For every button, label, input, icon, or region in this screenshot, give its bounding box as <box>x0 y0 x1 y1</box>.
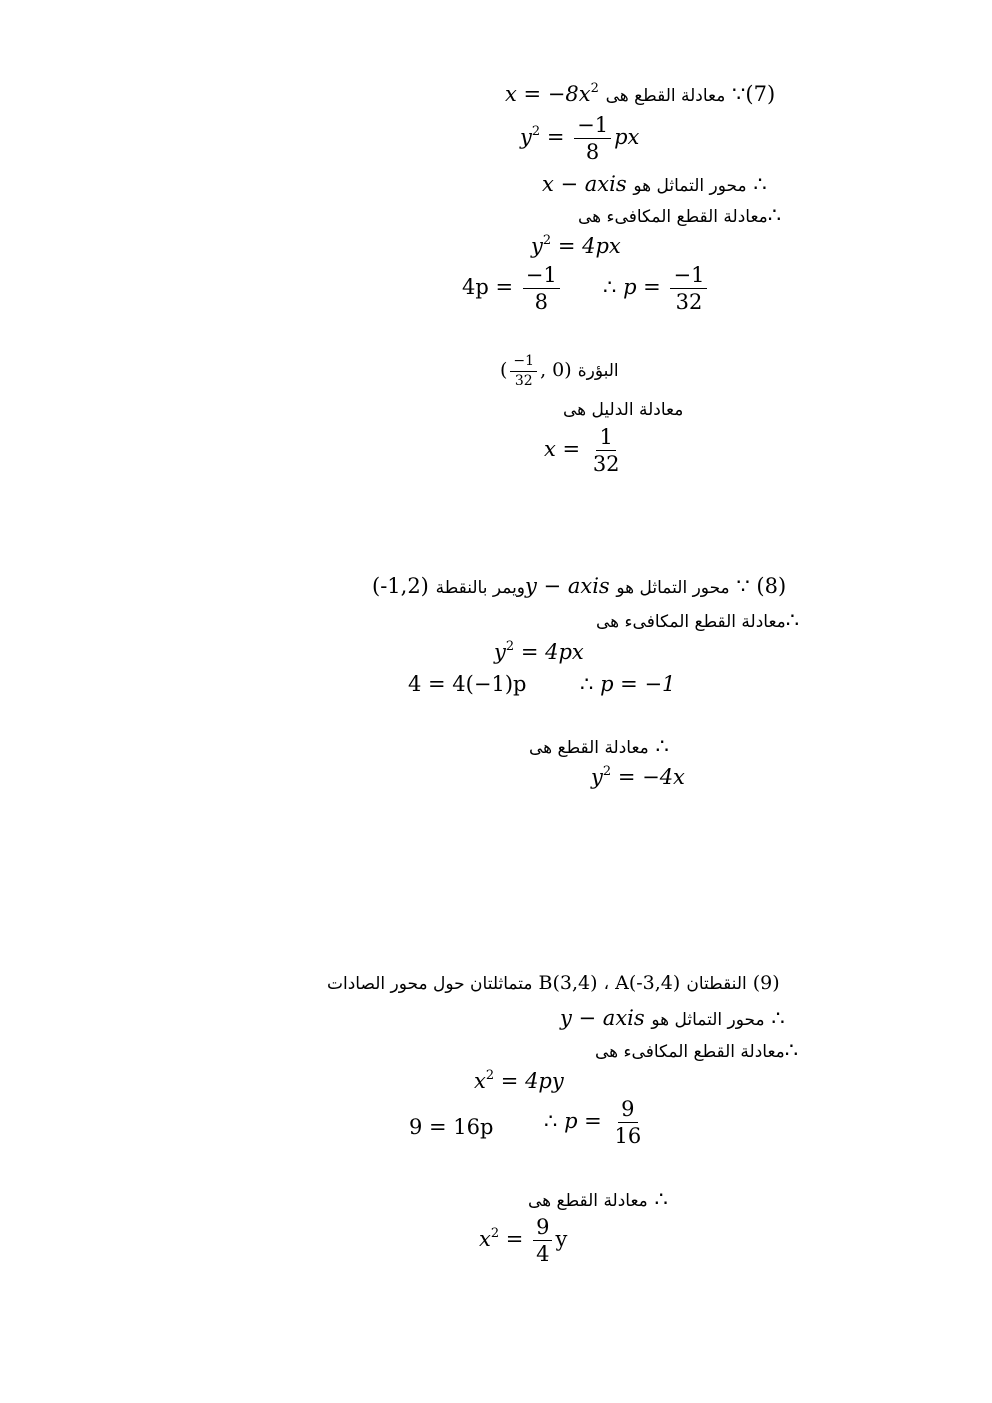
therefore-symbol: ∴ <box>654 1187 668 1211</box>
q8-point: (-1,2) <box>372 574 429 598</box>
therefore-symbol: ∴ <box>753 172 767 196</box>
q7-directrix-fraction <box>590 426 623 475</box>
q9-line-given <box>327 974 780 993</box>
q9-axis-label: محور التماثل هو <box>651 1010 765 1030</box>
q7-focus-fraction <box>510 354 537 388</box>
q7-px: px <box>614 125 640 150</box>
q7-4p-fraction <box>523 264 560 313</box>
q9-line-axis <box>560 1008 785 1029</box>
q8-std-rhs: = 4px <box>514 640 584 664</box>
q9-standard-label: معادلة القطع المكافىء هى <box>595 1042 785 1062</box>
exponent: 2 <box>590 81 599 96</box>
fraction-numerator: 9 <box>618 1098 637 1123</box>
q9-result-equals: = <box>499 1227 524 1252</box>
q8-line-given <box>372 576 786 597</box>
q7-std-rhs: = 4px <box>551 234 621 258</box>
q7-p-lhs: p = <box>623 275 661 300</box>
q7-number: (7) <box>745 82 776 106</box>
q7-line-directrix-label <box>563 398 683 419</box>
q7-standard-label: معادلة القطع المكافىء هى <box>578 207 768 227</box>
q7-line-focus <box>500 354 619 388</box>
fraction-denominator: 32 <box>514 372 533 389</box>
fraction-denominator: 8 <box>585 140 600 165</box>
fraction-numerator: 1 <box>596 426 615 451</box>
q7-fraction <box>574 114 611 163</box>
exponent: 2 <box>531 124 541 140</box>
q9-line-result-label <box>528 1189 668 1210</box>
q9-p-fraction <box>611 1098 644 1147</box>
q7-line-standard-given <box>520 114 639 163</box>
q9-line-sub <box>409 1117 493 1138</box>
q9-line-p <box>544 1098 647 1147</box>
q8-line-standard-eq <box>494 639 584 664</box>
q8-line-result-eq <box>591 764 685 789</box>
q8-line-sub <box>408 674 526 695</box>
q7-line-given <box>505 81 776 106</box>
q7-std-lhs: y <box>531 234 543 258</box>
exponent: 2 <box>542 233 552 248</box>
q8-result-lhs: y <box>591 765 603 789</box>
therefore-symbol: ∴ <box>771 1006 785 1030</box>
q7-axis-value: x − axis <box>542 172 627 196</box>
q9-number: (9) <box>752 972 780 994</box>
because-symbol: ∵ <box>736 574 750 598</box>
q7-focus-label: البؤرة <box>577 361 619 382</box>
q8-line-standard-label <box>596 610 799 631</box>
fraction-denominator: 4 <box>536 1242 550 1267</box>
q8-axis-value: y − axis <box>525 574 610 598</box>
q9-result-fraction <box>533 1216 552 1265</box>
q7-line-directrix-eq <box>544 426 626 475</box>
q9-line-standard-label <box>595 1040 798 1061</box>
q8-axis-label: محور التماثل هو <box>616 578 730 598</box>
q9-line-standard-eq <box>474 1068 564 1093</box>
q9-result-lhs: x <box>479 1227 491 1252</box>
q7-equals: = <box>540 125 565 150</box>
therefore-symbol: ∴ <box>784 1038 799 1062</box>
fraction-denominator: 32 <box>675 290 703 315</box>
q9-point-a: A(-3,4) <box>615 972 681 994</box>
q7-p-fraction <box>670 264 707 313</box>
q7-line-standard-label <box>578 205 781 226</box>
q8-line-p <box>580 674 675 695</box>
therefore-symbol: ∴ <box>603 275 617 300</box>
q9-sub-eq: 9 = 16p <box>409 1115 494 1139</box>
fraction-numerator: −1 <box>670 264 707 289</box>
q9-p-lhs: p = <box>564 1109 602 1134</box>
fraction-denominator: 8 <box>534 290 548 315</box>
q7-line-axis <box>542 174 767 195</box>
q8-line-result-label <box>529 736 669 757</box>
because-symbol: ∵ <box>732 82 746 106</box>
fraction-numerator: −1 <box>523 264 560 289</box>
exponent: 2 <box>485 1068 495 1083</box>
fraction-numerator: −1 <box>574 114 611 139</box>
q7-equation-rhs: x = −8x <box>505 82 591 106</box>
q8-result-label: معادلة القطع هى <box>529 738 649 758</box>
q9-std-rhs: = 4py <box>494 1069 564 1093</box>
q9-line-result-eq <box>479 1216 567 1265</box>
q8-sub-eq: 4 = 4(−1)p <box>408 672 527 696</box>
q9-point-b: B(3,4) <box>538 972 598 994</box>
fraction-numerator: −1 <box>510 354 537 372</box>
therefore-symbol: ∴ <box>580 672 594 696</box>
fraction-numerator: 9 <box>533 1216 552 1241</box>
q7-y: y <box>520 125 532 150</box>
q7-directrix-lhs: x = <box>544 437 581 462</box>
q9-points-label: النقطتان <box>686 974 747 994</box>
q8-std-lhs: y <box>494 640 506 664</box>
q7-axis-label: محور التماثل هو <box>633 176 747 196</box>
therefore-symbol: ∴ <box>655 734 669 758</box>
fraction-denominator: 16 <box>614 1124 642 1149</box>
q8-p-eq: p = −1 <box>600 672 676 696</box>
q7-directrix-label: معادلة الدليل هى <box>563 400 684 420</box>
therefore-symbol: ∴ <box>544 1109 558 1134</box>
q7-line-4p <box>462 264 563 313</box>
q9-std-lhs: x <box>474 1069 486 1093</box>
q9-result-y: y <box>555 1227 568 1252</box>
exponent: 2 <box>490 1226 500 1242</box>
q9-axis-value: y − axis <box>560 1006 645 1030</box>
q8-standard-label: معادلة القطع المكافىء هى <box>596 612 786 632</box>
q8-number: (8) <box>756 574 787 598</box>
q9-symmetry-label: متماثلتان حول محور الصادات <box>327 974 533 994</box>
q8-pass-label: ويمر بالنقطة <box>435 578 526 598</box>
q7-focus-open: ( <box>500 359 508 382</box>
q9-result-label: معادلة القطع هى <box>528 1191 648 1211</box>
therefore-symbol: ∴ <box>767 203 782 227</box>
exponent: 2 <box>505 639 515 654</box>
q7-equation-label: معادلة القطع هى <box>605 86 726 106</box>
q7-4p-lhs: 4p = <box>462 275 514 300</box>
exponent: 2 <box>602 764 612 779</box>
q9-comma: ، <box>603 974 610 994</box>
q7-line-standard-eq <box>531 233 621 258</box>
q7-focus-tail: , 0) <box>540 359 572 382</box>
fraction-denominator: 32 <box>592 452 620 477</box>
q8-result-rhs: = −4x <box>611 765 685 789</box>
therefore-symbol: ∴ <box>785 608 800 632</box>
q7-line-p <box>603 264 710 313</box>
